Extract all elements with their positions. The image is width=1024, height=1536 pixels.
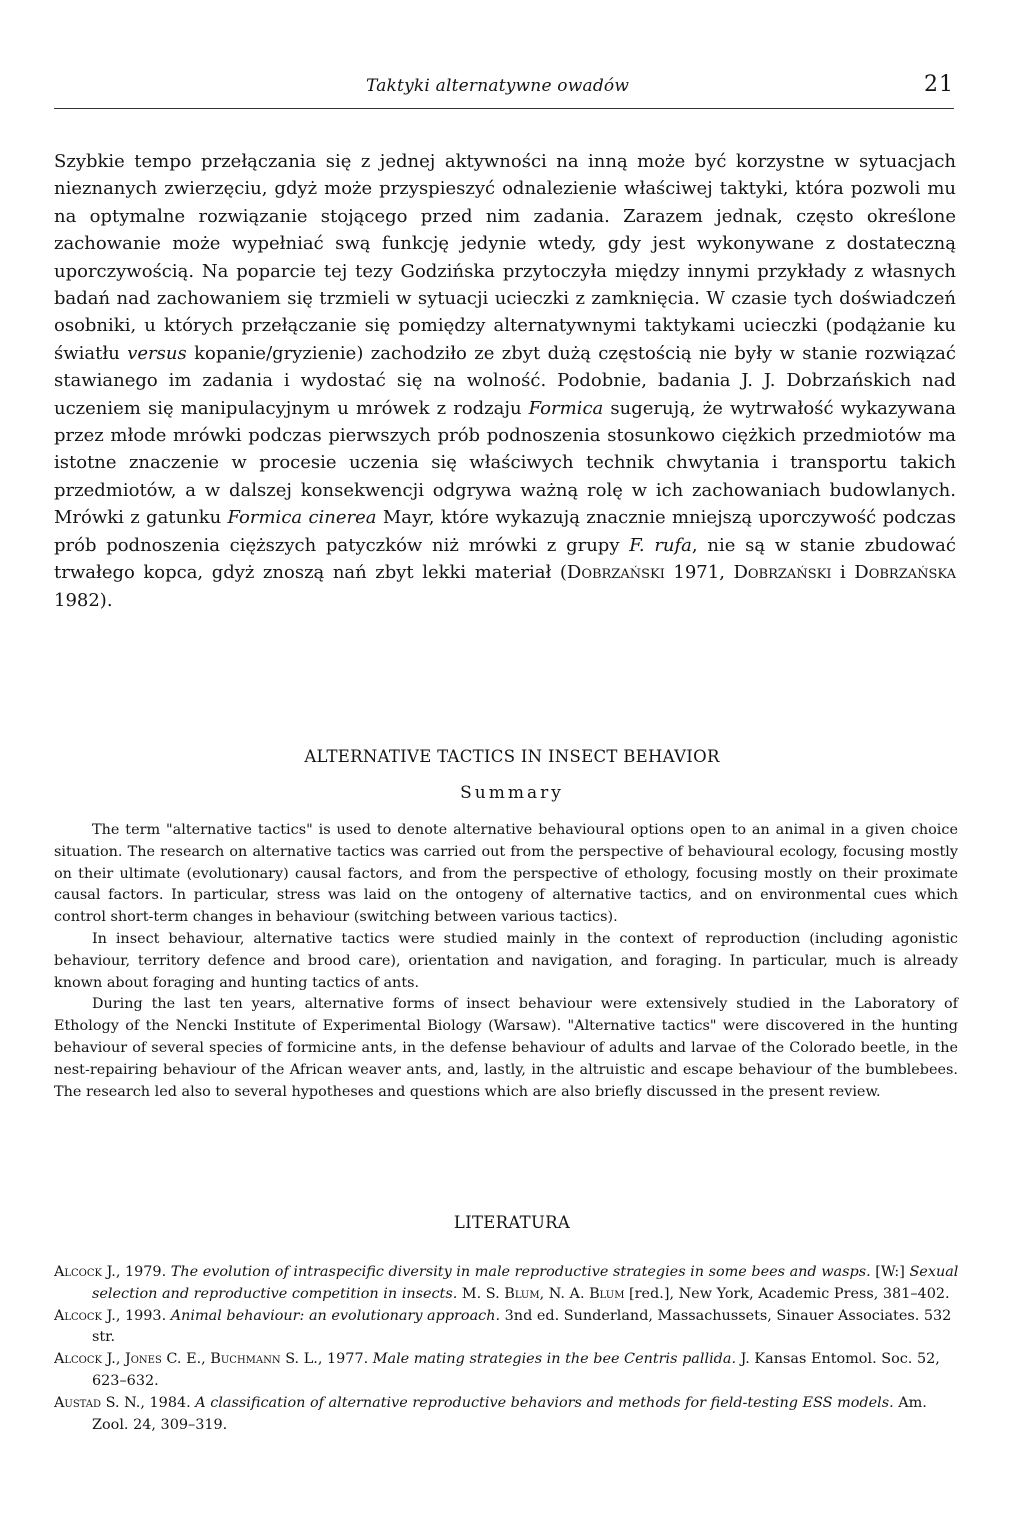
text-run: kopanie/gryzienie) zachodziło ze zbyt dużą częstością nie były w stanie rozwiązać stawianego im zadania i wydostać się na wolność. Podobnie, badania J. J. Dobrzańskich nad uczeniem się manipulacyjnym u mrówek z rodzaju [54, 342, 956, 419]
ref-title: Male mating strategies in the bee Centris pallida. [372, 1351, 737, 1368]
text-run: sugerują, że wytrwałość wykazywana przez młode mrówki podczas pierwszych prób podnoszenia stosunkowo ciężkich przedmiotów ma istotne znaczenie w procesie uczenia się właściwych technik chwytania i transportu takich przedmiotów, a w dalszej konsekwencji odgrywa ważną rolę w ich zachowaniach budowlanych. Mrówki z gatunku [54, 397, 956, 529]
ref-author: Alcock [54, 1351, 103, 1368]
running-head [54, 70, 954, 109]
body-paragraph [54, 148, 956, 614]
ref-text: J., 1993. [102, 1307, 171, 1324]
text-run: 1982). [54, 589, 113, 611]
ref-author: Alcock [54, 1264, 103, 1280]
ref-author: Buchmann [210, 1351, 281, 1368]
summary-heading: ALTERNATIVE TACTICS IN INSECT BEHAVIOR [304, 747, 720, 766]
running-title: Taktyki alternatywne owadów [366, 76, 630, 96]
ref-text: S. N., 1984. [101, 1394, 196, 1411]
ref-editor: Blum [504, 1285, 540, 1302]
reference-list [54, 1262, 964, 1436]
summary-paragraph: The term "alternative tactics" is used to denote alternative behavioural options open to an animal in a given choice situation. The research on alternative tactics was carried out from the perspective of behavioural ecology, focusing mostly on their ultimate (evolutionary) causal factors, and from the perspective of ethology, focusing mostly on their proximate causal factors. In particular, stress was laid on the ontogeny of alternative tactics, and on environmental cues which control short-term changes in behaviour (switching between various tactics). [54, 822, 958, 926]
ref-text: Am. Zool. 24, 309–319. [92, 1394, 927, 1433]
ref-text: J. Kansas Entomol. Soc. 52, 623–632. [92, 1351, 940, 1389]
ref-author: Austad [54, 1394, 102, 1411]
text-run: , nie są w stanie zbudować trwałego kopca, gdyż znoszą nań zbyt lekki materiał ( [54, 534, 956, 584]
reference-item [54, 1393, 964, 1437]
text-run: Szybkie tempo przełączania się z jednej aktywności na inną może być korzystne w sytuacjach nieznanych zwierzęciu, gdyż może przyspieszyć odnalezienie właściwej taktyki, która pozwoli mu na optymalne rozwiązanie stojącego przed nim zadania. Zarazem jednak, często określone zachowanie może wypełniać swą funkcję jedynie wtedy, gdy jest wykonywane z dostateczną uporczywością. Na poparcie tej tezy Godzińska przytoczyła między innymi przykłady z własnych badań nad zachowaniem się trzmieli w sytuacji ucieczki z zamknięcia. W czasie tych doświadczeń osobniki, u których przełączanie się pomiędzy alternatywnymi taktykami ucieczki (podążanie ku światłu [54, 151, 956, 364]
italic-term: versus [127, 342, 187, 364]
page-number: 21 [924, 72, 954, 97]
summary-subheading: Summary [460, 783, 564, 803]
reference-item [54, 1349, 964, 1393]
ref-text: S. L., 1977. [280, 1351, 373, 1368]
ref-title: The evolution of intraspecific diversity in male reproductive strategies in some bees and wasps. [170, 1264, 871, 1280]
italic-species: F. rufa [629, 534, 692, 556]
ref-title: A classification of alternative reproductive behaviors and methods for field-testing ESS models. [195, 1394, 894, 1411]
ref-title: Animal behaviour: an evolutionary approach. [170, 1307, 501, 1324]
summary-body [54, 820, 958, 1103]
summary-paragraph: During the last ten years, alternative forms of insect behaviour were extensively studied in the Laboratory of Ethology of the Nencki Institute of Experimental Biology (Warsaw). "Alternative tactics" were discovered in the hunting behaviour of several species of formicine ants, in the defense behaviour of adults and larvae of the Colorado beetle, in the nest-repairing behaviour of the African weaver ants, and, lastly, in the altruistic and escape behaviour of the bumblebees. The research led also to several hypotheses and questions which are also briefly discussed in the present review. [54, 996, 958, 1100]
citation-author: Dobrzański [733, 562, 832, 584]
ref-text: 3nd ed. Sunderland, Massachussets, Sinauer Associates. 532 str. [92, 1307, 952, 1346]
summary-paragraph: In insect behaviour, alternative tactics were studied mainly in the context of reproduction (including agonistic behaviour, territory defence and brood care), orientation and navigation, and foraging. In particular, much is already known about foraging and hunting tactics of ants. [54, 930, 958, 991]
citation-author: Dobrzańska [854, 562, 956, 584]
ref-editor: Blum [589, 1285, 625, 1302]
reference-item [54, 1306, 964, 1350]
ref-text: J., 1979. [102, 1264, 171, 1280]
ref-author: Alcock [54, 1307, 103, 1324]
text-run: 1971, [664, 562, 734, 584]
main-paragraph [54, 148, 956, 614]
literature-heading: LITERATURA [453, 1213, 571, 1232]
italic-species: Formica cinerea [227, 507, 377, 529]
text-run: Mayr, które wykazują znacznie mniejszą uporczywość podczas prób podnoszenia cięższych patyczków niż mrówki z grupy [54, 507, 956, 556]
ref-author: Jones [124, 1351, 162, 1368]
citation-author: Dobrzański [566, 562, 665, 584]
reference-item [54, 1262, 964, 1306]
ref-text: M. S. [457, 1285, 505, 1302]
ref-text: , N. A. [539, 1285, 590, 1302]
ref-book-title: Sexual selection and reproductive competition in insects. [92, 1264, 959, 1302]
ref-text: J., [102, 1351, 125, 1368]
text-run: i [831, 562, 855, 584]
ref-text: C. E., [161, 1351, 211, 1368]
ref-text: [W:] [870, 1264, 910, 1280]
italic-genus: Formica [528, 397, 604, 419]
ref-text: [red.], New York, Academic Press, 381–402. [624, 1285, 950, 1302]
